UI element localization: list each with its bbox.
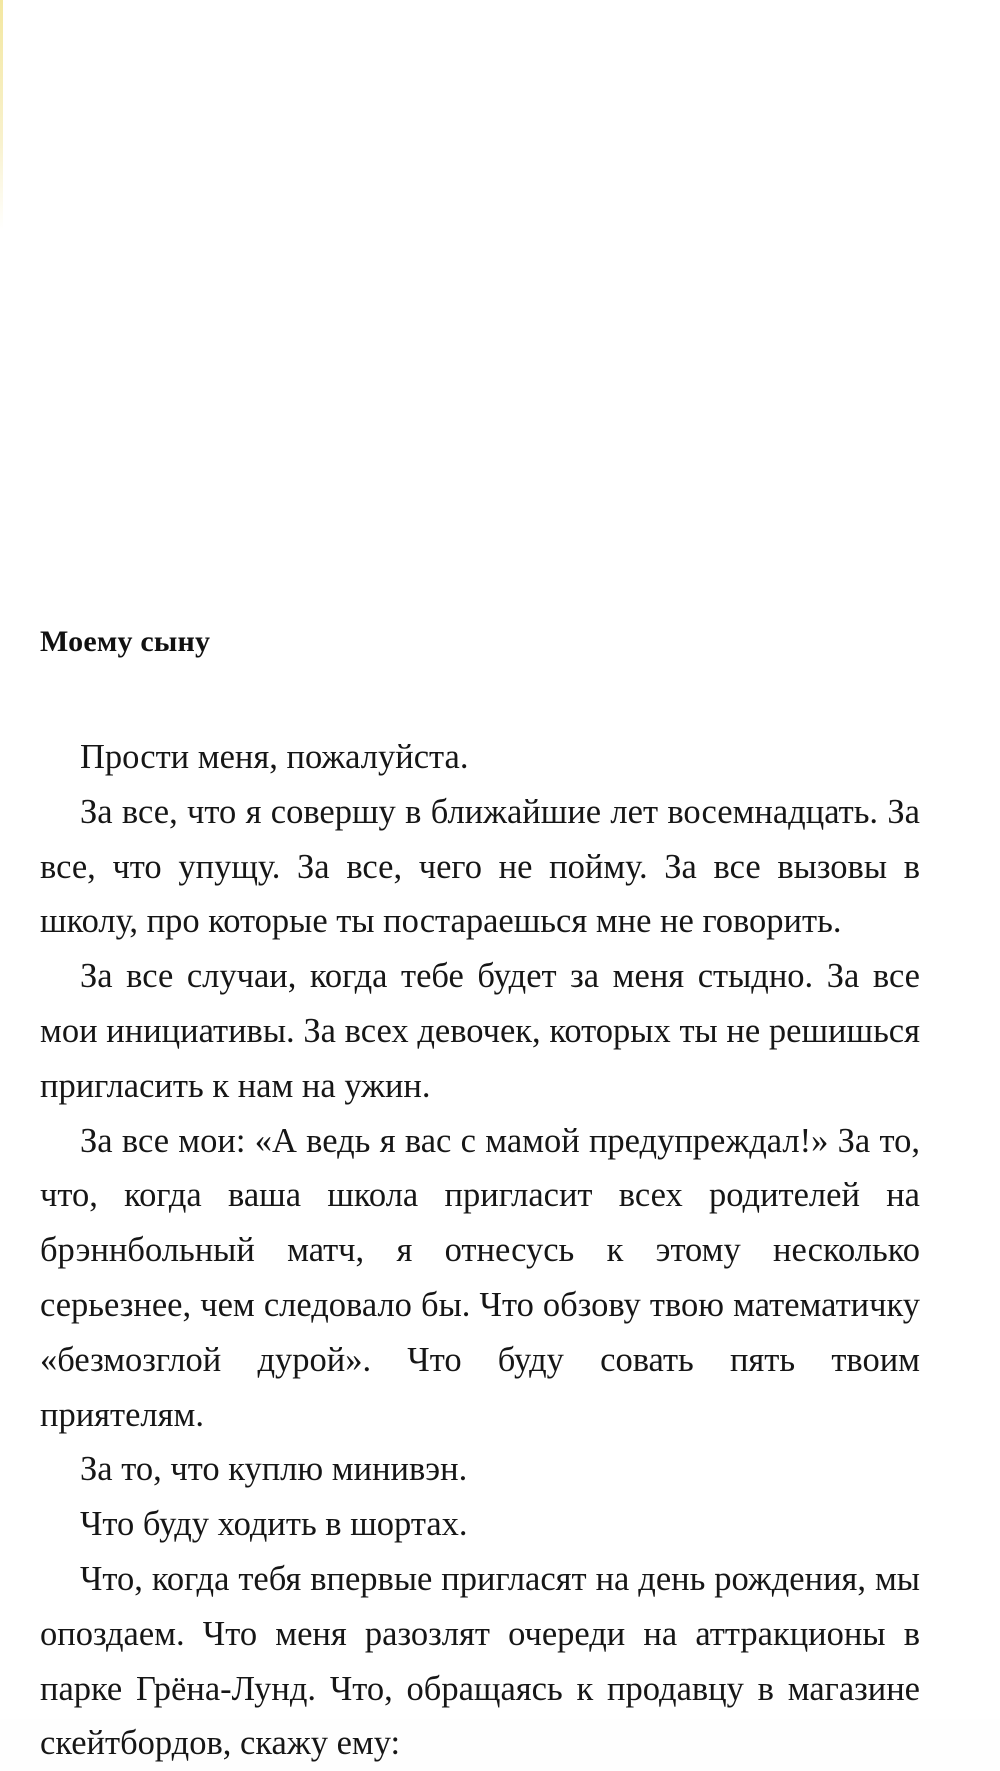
paragraph: Что буду ходить в шортах. — [80, 1505, 468, 1544]
paragraph: Что, когда тебя впервые пригласят на день рождения, мы опоздаем. Что меня разозлят очереди на аттракционы в парке Грёна-Лунд. Что, обращаясь к продавцу в магазине скейтбордов, скажу ему: — [40, 1559, 920, 1763]
dedication-body — [40, 730, 920, 1771]
paragraph: Прости меня, пожалуйста. — [80, 738, 469, 776]
page-edge-mark — [0, 0, 3, 230]
paragraph: За все мои: «А ведь я вас с мамой предупреждал!» За то, что, когда ваша школа пригласит всех родителей на брэннбольный матч, я отнесусь к этому несколько серьезнее, чем следовало бы. Что обзову твою математичку «безмозглой дурой». Что буду совать пять твоим приятелям. — [40, 1121, 920, 1434]
paragraph: За то, что куплю минивэн. — [80, 1450, 468, 1489]
paragraph: За все случаи, когда тебе будет за меня стыдно. За все мои инициативы. За всех девочек, которых ты не решишься пригласить к нам на ужин. — [40, 957, 920, 1105]
dedication-heading: Моему сыну — [40, 625, 211, 658]
paragraph: За все, что я совершу в ближайшие лет восемнадцать. За все, что упущу. За все, чего не пойму. За все вызовы в школу, про которые ты постараешься мне не говорить. — [40, 792, 920, 941]
